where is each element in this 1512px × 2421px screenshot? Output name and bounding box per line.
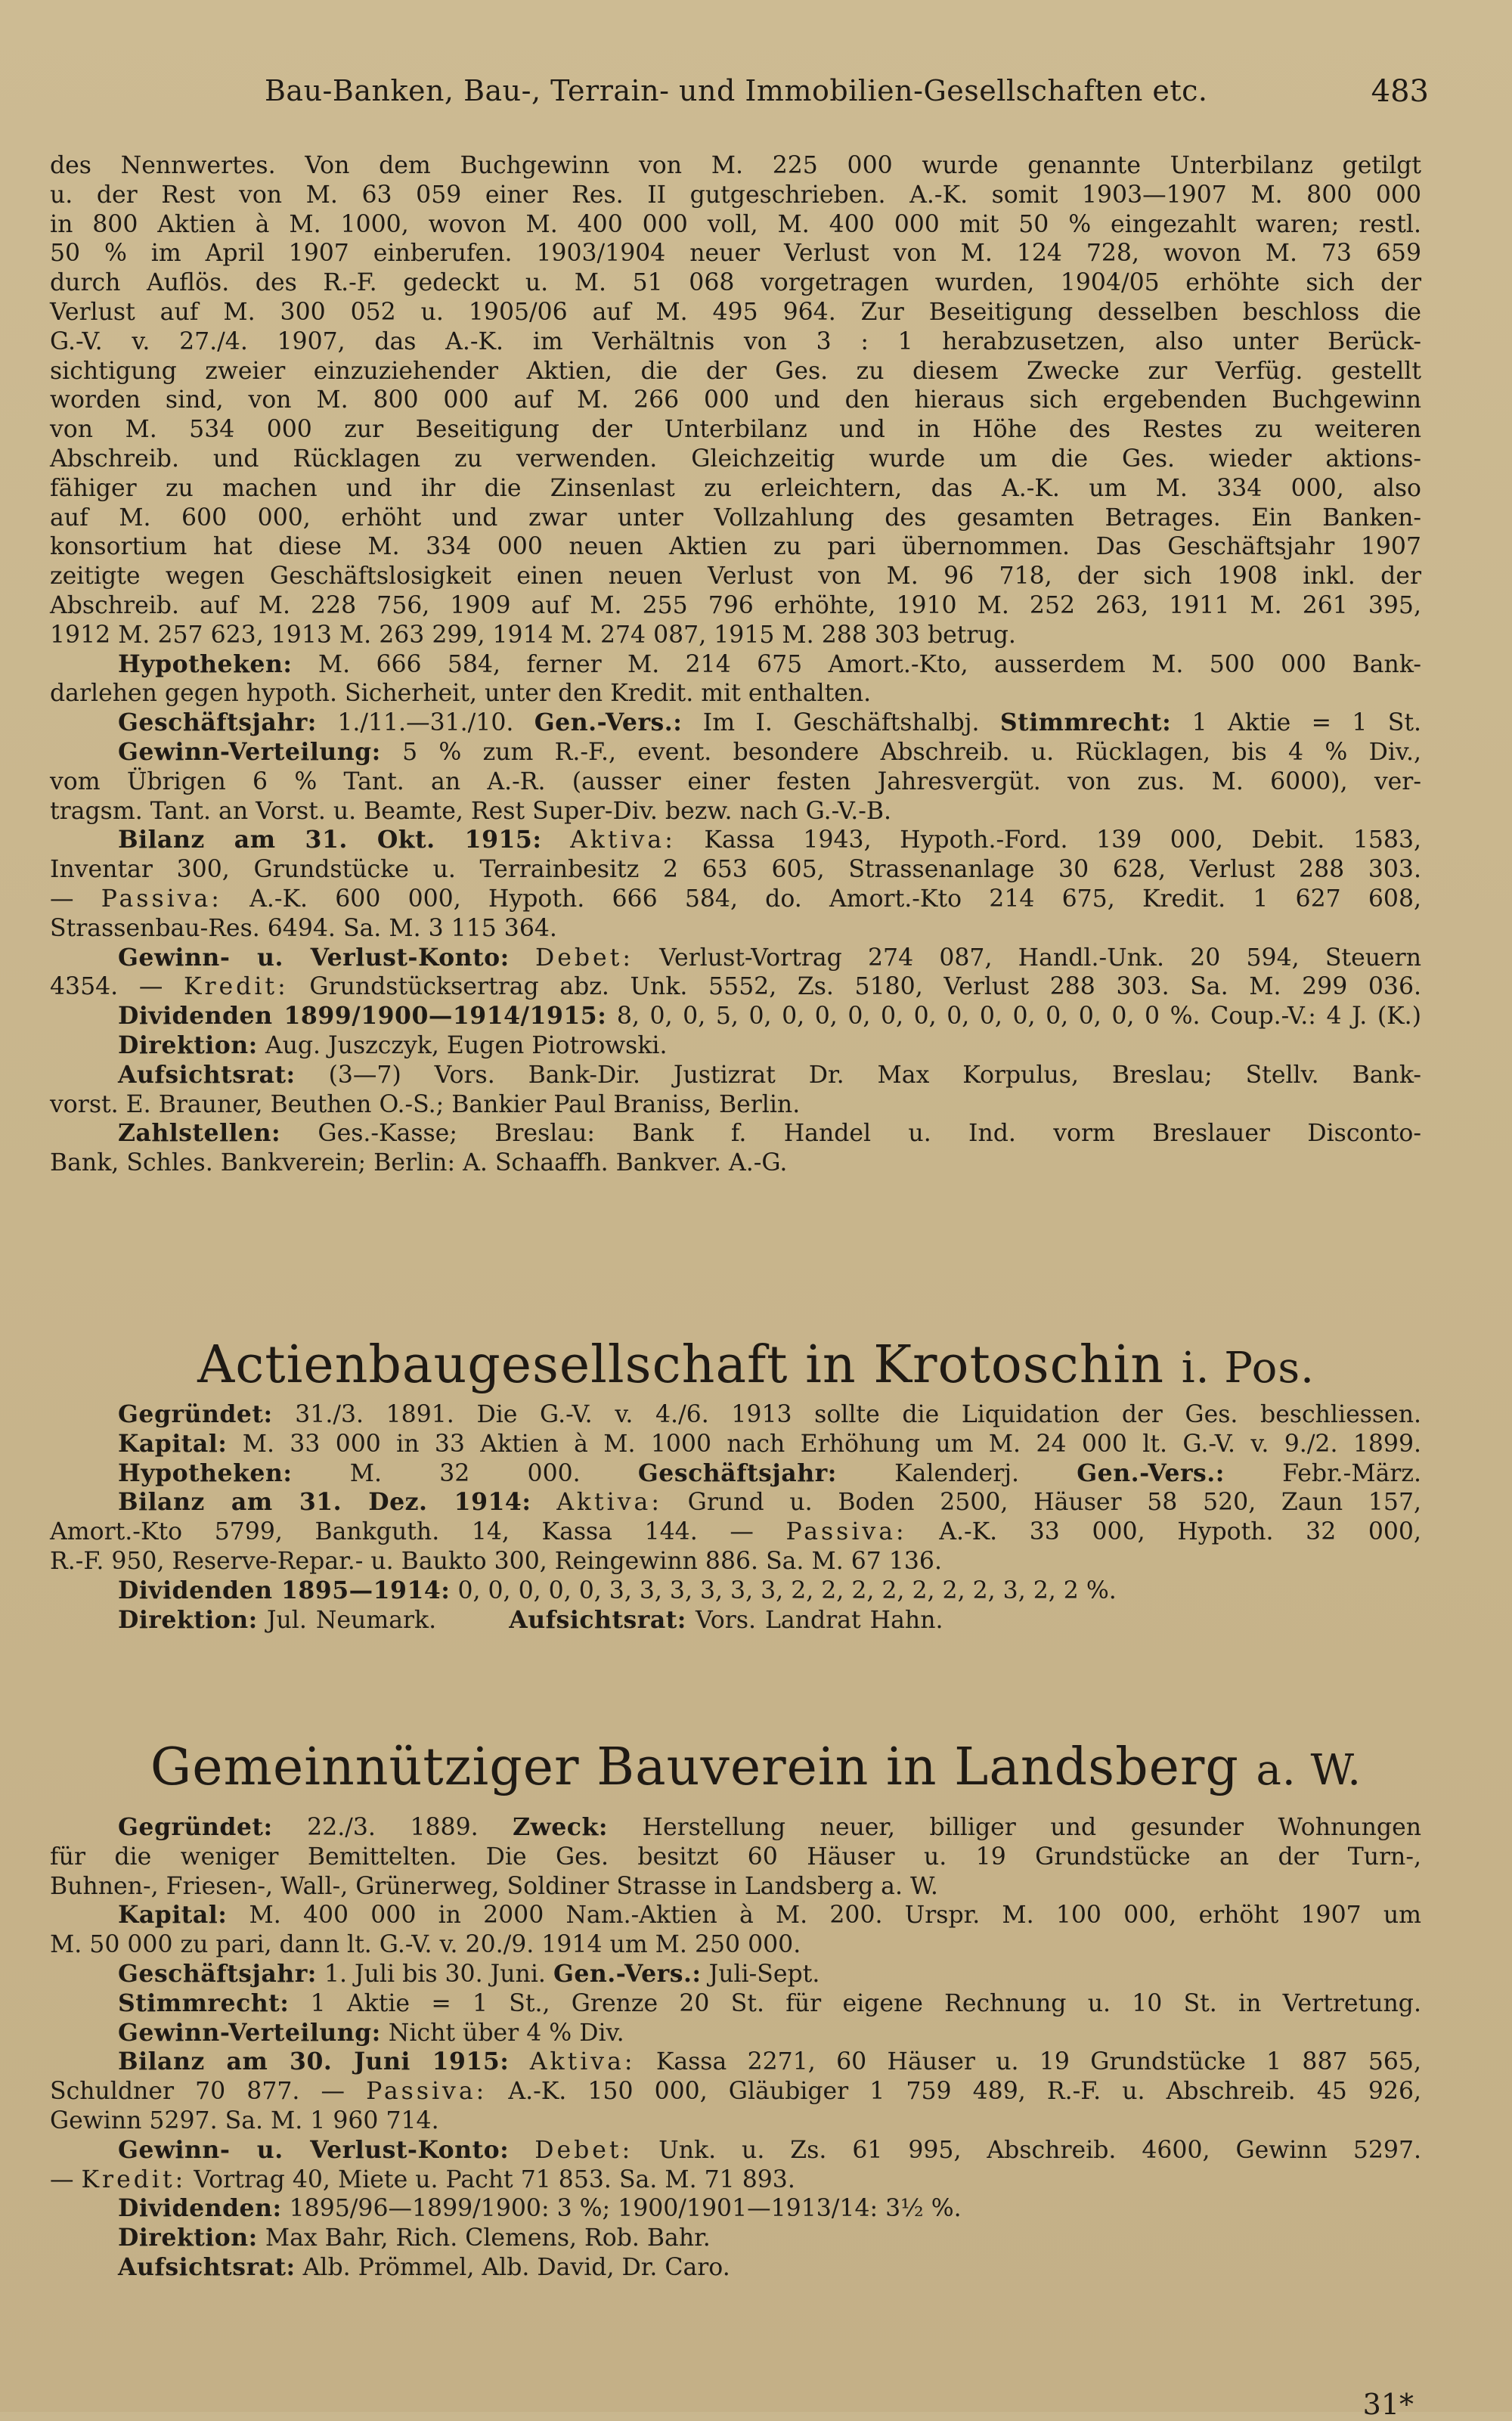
gewinn-verteilung-line-2: vom Übrigen 6 % Tant. an A.-R. (ausser einer festen Jahresvergüt. von zus. M. 6000), ver-	[50, 767, 1421, 795]
dividenden-line: Dividenden 1899/1900—1914/1915: 8, 0, 0, 5, 0, 0, 0, 0, 0, 0, 0, 0, 0, 0, 0, 0, 0 %. Coup.-V.: 4 J. (K.)	[118, 1002, 1421, 1031]
text-line: Abschreib. und Rücklagen zu verwenden. Gleichzeitig wurde um die Ges. wieder aktions-	[50, 445, 1421, 473]
bilanz-line: Bilanz am 31. Dez. 1914: Aktiva: Grund u. Boden 2500, Häuser 58 520, Zaun 157,	[118, 1488, 1422, 1517]
gegruendet-line: Gegründet: 31./3. 1891. Die G.-V. v. 4./6. 1913 sollte die Liquidation der Ges. beschliessen.	[118, 1400, 1421, 1428]
bilanz-line-2: Amort.-Kto 5799, Bankguth. 14, Kassa 144. — Passiva: A.-K. 33 000, Hypoth. 32 000,	[50, 1518, 1421, 1546]
guv-line: Gewinn- u. Verlust-Konto: Debet: Verlust-Vortrag 274 087, Handl.-Unk. 20 594, Steuern	[118, 943, 1421, 972]
bilanz-line: Bilanz am 30. Juni 1915: Aktiva: Kassa 2271, 60 Häuser u. 19 Grundstücke 1 887 565,	[118, 2047, 1421, 2076]
text-line: in 800 Aktien à M. 1000, wovon M. 400 000 voll, M. 400 000 mit 50 % eingezahlt waren; restl.	[50, 210, 1421, 238]
text-line: von M. 534 000 zur Beseitigung der Unterbilanz und in Höhe des Restes zu weiteren	[50, 416, 1421, 444]
stimmrecht-line: Stimmrecht: 1 Aktie = 1 St., Grenze 20 St. für eigene Rechnung u. 10 St. in Vertretung.	[118, 1989, 1421, 2017]
guv-line-2: 4354. — Kredit: Grundstücksertrag abz. Unk. 5552, Zs. 5180, Verlust 288 303. Sa. M. 299 036.	[50, 973, 1422, 1001]
text-line: des Nennwertes. Von dem Buchgewinn von M. 225 000 wurde genannte Unterbilanz getilgt	[50, 152, 1421, 179]
kapital-line: Kapital: M. 33 000 in 33 Aktien à M. 1000 nach Erhöhung um M. 24 000 lt. G.-V. v. 9./2. 1899.	[118, 1429, 1421, 1458]
hypotheken-line-2: darlehen gegen hypoth. Sicherheit, unter den Kredit. mit enthalten.	[50, 680, 872, 708]
geschaeftsjahr-line: Geschäftsjahr: 1. Juli bis 30. Juni. Gen.-Vers.: Juli-Sept.	[118, 1959, 820, 1988]
hypotheken-line: Hypotheken: M. 666 584, ferner M. 214 675 Amort.-Kto, ausserdem M. 500 000 Bank-	[118, 649, 1421, 678]
text-line: Abschreib. auf M. 228 756, 1909 auf M. 255 796 erhöhte, 1910 M. 252 263, 1911 M. 261 395,	[50, 591, 1421, 619]
direktion-line: Direktion: Max Bahr, Rich. Clemens, Rob. Bahr.	[118, 2224, 711, 2252]
entry-continuation	[50, 151, 1421, 1178]
running-title: Bau-Banken, Bau-, Terrain- und Immobilien-Gesellschaften etc.	[265, 74, 1208, 107]
entry-krotoschin	[50, 1400, 1421, 1635]
aufsichtsrat-line: Aufsichtsrat: Alb. Prömmel, Alb. David, Dr. Caro.	[118, 2252, 730, 2281]
text-line: worden sind, von M. 800 000 auf M. 266 000 und den hieraus sich ergebenden Buchgewinn	[50, 386, 1421, 414]
text-line: G.-V. v. 27./4. 1907, das A.-K. im Verhältnis von 3 : 1 herabzusetzen, also unter Berück-	[50, 327, 1421, 355]
bilanz-line-4: Strassenbau-Res. 6494. Sa. M. 3 115 364.	[50, 914, 557, 942]
page-header	[45, 74, 1467, 119]
guv-line-2: — Kredit: Vortrag 40, Miete u. Pacht 71 853. Sa. M. 71 893.	[50, 2165, 795, 2193]
direktion-line: Direktion: Aug. Juszczyk, Eugen Piotrowski.	[118, 1031, 668, 1059]
company-title-landsberg: Gemeinnütziger Bauverein in Landsberg a. W.	[150, 1737, 1362, 1797]
text-line: 1912 M. 257 623, 1913 M. 263 299, 1914 M. 274 087, 1915 M. 288 303 betrug.	[50, 621, 1016, 649]
hypotheken-line: Hypotheken: M. 32 000. Geschäftsjahr: Kalenderj. Gen.-Vers.: Febr.-März.	[118, 1458, 1422, 1487]
gewinn-verteilung-line-3: tragsm. Tant. an Vorst. u. Beamte, Rest Super-Div. bezw. nach G.-V.-B.	[50, 797, 892, 825]
zahlstellen-line: Zahlstellen: Ges.-Kasse; Breslau: Bank f. Handel u. Ind. vorm Breslauer Disconto-	[118, 1119, 1421, 1148]
bilanz-line-2: Inventar 300, Grundstücke u. Terrainbesitz 2 653 605, Strassenanlage 30 628, Verlust 288 303.	[50, 856, 1421, 884]
bilanz-line-3: — Passiva: A.-K. 600 000, Hypoth. 666 584, do. Amort.-Kto 214 675, Kredit. 1 627 608,	[50, 885, 1422, 913]
entry-landsberg	[50, 1813, 1421, 2283]
dividenden-line: Dividenden 1895—1914: 0, 0, 0, 0, 0, 3, 3, 3, 3, 3, 3, 2, 2, 2, 2, 2, 2, 2, 3, 2, 2 %.	[118, 1576, 1117, 1604]
direktion-line: Direktion: Jul. Neumark. Aufsichtsrat: Vors. Landrat Hahn.	[118, 1605, 943, 1634]
text-line: auf M. 600 000, erhöht und zwar unter Vollzahlung des gesamten Betrages. Ein Banken-	[50, 504, 1421, 532]
text-line: u. der Rest von M. 63 059 einer Res. II gutgeschrieben. A.-K. somit 1903—1907 M. 800 000	[50, 181, 1421, 209]
aufsichtsrat-line: Aufsichtsrat: (3—7) Vors. Bank-Dir. Justizrat Dr. Max Korpulus, Breslau; Stellv. Bank-	[118, 1060, 1422, 1089]
geschaeftsjahr-line: Geschäftsjahr: 1./11.—31./10. Gen.-Vers.: Im I. Geschäftshalbj. Stimmrecht: 1 Aktie = 1 St.	[118, 708, 1422, 737]
dividenden-line: Dividenden: 1895/96—1899/1900: 3 %; 1900/1901—1913/14: 3½ %.	[118, 2194, 962, 2223]
aufsichtsrat-line-2: vorst. E. Brauner, Beuthen O.-S.; Bankier Paul Braniss, Berlin.	[50, 1090, 801, 1118]
kapital-line-2: M. 50 000 zu pari, dann lt. G.-V. v. 20./9. 1914 um M. 250 000.	[50, 1931, 801, 1959]
text-line: konsortium hat diese M. 334 000 neuen Aktien zu pari übernommen. Das Geschäftsjahr 1907	[50, 533, 1421, 561]
guv-line: Gewinn- u. Verlust-Konto: Debet: Unk. u. Zs. 61 995, Abschreib. 4600, Gewinn 5297.	[118, 2135, 1422, 2164]
kapital-line: Kapital: M. 400 000 in 2000 Nam.-Aktien à M. 200. Urspr. M. 100 000, erhöht 1907 um	[118, 1901, 1422, 1930]
zweck-line-2: für die weniger Bemittelten. Die Ges. besitzt 60 Häuser u. 19 Grundstücke an der Turn-,	[50, 1843, 1421, 1871]
text-line: fähiger zu machen und ihr die Zinsenlast zu erleichtern, das A.-K. um M. 334 000, also	[50, 474, 1421, 502]
page-number: 483	[1371, 74, 1429, 109]
text-line: durch Auflös. des R.-F. gedeckt u. M. 51 068 vorgetragen wurden, 1904/05 erhöhte sich der	[50, 269, 1421, 297]
text-line: zeitigte wegen Geschäftslosigkeit einen neuen Verlust von M. 96 718, der sich 1908 inkl. der	[50, 563, 1421, 591]
gewinn-verteilung-line: Gewinn-Verteilung: 5 % zum R.-F., event. besondere Abschreib. u. Rücklagen, bis 4 % Div.,	[118, 737, 1421, 766]
zweck-line-3: Buhnen-, Friesen-, Wall-, Grünerweg, Soldiner Strasse in Landsberg a. W.	[50, 1872, 938, 1900]
intro-paragraph	[50, 151, 1421, 650]
company-title-krotoschin: Actienbaugesellschaft in Krotoschin i. Pos.	[197, 1335, 1315, 1395]
text-line: Verlust auf M. 300 052 u. 1905/06 auf M. 495 964. Zur Beseitigung desselben beschloss die	[50, 298, 1421, 326]
text-line: sichtigung zweier einzuziehender Aktien, die der Ges. zu diesem Zwecke zur Verfüg. gestellt	[50, 357, 1421, 385]
bilanz-line-3: R.-F. 950, Reserve-Repar.- u. Baukto 300, Reingewinn 886. Sa. M. 67 136.	[50, 1547, 942, 1575]
bilanz-line-3: Gewinn 5297. Sa. M. 1 960 714.	[50, 2106, 439, 2134]
signature-mark: 31*	[1362, 2388, 1414, 2421]
bilanz-line: Bilanz am 31. Okt. 1915: Aktiva: Kassa 1943, Hypoth.-Ford. 139 000, Debit. 1583,	[118, 826, 1422, 854]
gegruendet-line: Gegründet: 22./3. 1889. Zweck: Herstellung neuer, billiger und gesunder Wohnungen	[118, 1813, 1422, 1841]
zahlstellen-line-2: Bank, Schles. Bankverein; Berlin: A. Schaaffh. Bankver. A.-G.	[50, 1149, 788, 1177]
gewinn-verteilung-line: Gewinn-Verteilung: Nicht über 4 % Div.	[118, 2018, 624, 2047]
bilanz-line-2: Schuldner 70 877. — Passiva: A.-K. 150 000, Gläubiger 1 759 489, R.-F. u. Abschreib. 45 926,	[50, 2078, 1422, 2106]
text-line: 50 % im April 1907 einberufen. 1903/1904 neuer Verlust von M. 124 728, wovon M. 73 659	[50, 240, 1421, 268]
